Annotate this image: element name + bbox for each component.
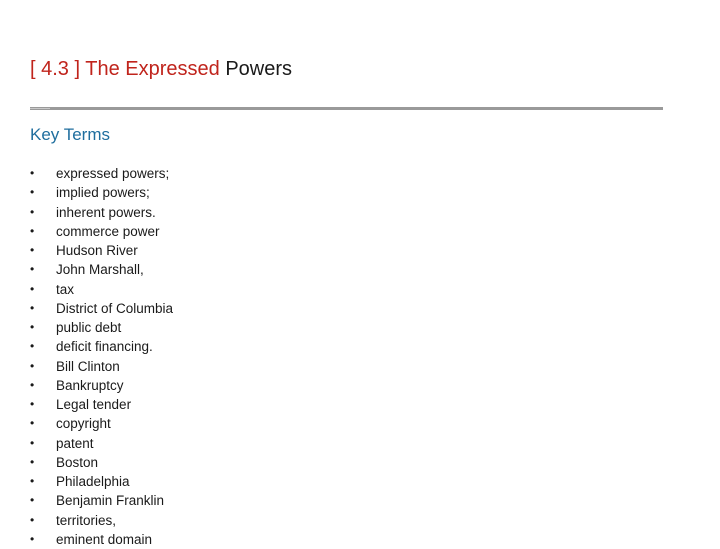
term-text: copyright bbox=[56, 416, 111, 432]
bullet-icon: • bbox=[30, 435, 35, 450]
bullet-icon: • bbox=[30, 397, 35, 411]
bullet-icon: • bbox=[30, 474, 35, 488]
bullet-icon: • bbox=[30, 531, 35, 546]
bullet-icon: • bbox=[30, 243, 35, 257]
title-divider bbox=[30, 107, 663, 110]
bullet-icon: • bbox=[30, 320, 35, 334]
term-text: tax bbox=[56, 281, 75, 297]
bullet-icon: • bbox=[30, 204, 35, 219]
bullet-icon: • bbox=[30, 377, 35, 392]
bullet-icon: • bbox=[30, 454, 35, 469]
term-text: Bankruptcy bbox=[56, 377, 124, 393]
bullet-icon: • bbox=[30, 300, 35, 315]
title-section-label: [ 4.3 ] The Expressed bbox=[30, 58, 220, 80]
term-text: inherent powers. bbox=[56, 204, 156, 220]
term-text: Benjamin Franklin bbox=[56, 493, 165, 509]
divider-accent bbox=[30, 108, 50, 109]
bullet-icon: • bbox=[30, 416, 35, 431]
term-text: District of Columbia bbox=[56, 300, 174, 316]
bullet-icon: • bbox=[30, 339, 35, 354]
term-text: eminent domain bbox=[56, 531, 153, 547]
term-text: John Marshall, bbox=[56, 262, 144, 278]
term-text: deficit financing. bbox=[56, 339, 153, 355]
term-text: commerce power bbox=[56, 223, 160, 239]
term-text: Bill Clinton bbox=[56, 358, 120, 374]
term-text: Boston bbox=[56, 454, 99, 470]
term-text: implied powers; bbox=[56, 185, 150, 201]
bullet-icon: • bbox=[30, 358, 35, 373]
slide-title bbox=[30, 57, 292, 81]
term-text: Hudson River bbox=[56, 243, 138, 258]
term-text: patent bbox=[56, 435, 94, 451]
term-text: Philadelphia bbox=[56, 474, 130, 489]
bullet-icon: • bbox=[30, 223, 35, 238]
bullet-icon: • bbox=[30, 281, 35, 296]
term-text: Legal tender bbox=[56, 397, 132, 412]
bullet-icon: • bbox=[30, 166, 35, 180]
bullet-icon: • bbox=[30, 262, 35, 277]
bullet-icon: • bbox=[30, 493, 35, 508]
section-heading: Key Terms bbox=[30, 125, 110, 144]
title-topic-label: Powers bbox=[225, 58, 293, 80]
term-text: expressed powers; bbox=[56, 166, 170, 181]
bullet-icon: • bbox=[30, 185, 35, 200]
term-text: public debt bbox=[56, 320, 122, 335]
term-text: territories, bbox=[56, 512, 117, 528]
bullet-icon: • bbox=[30, 512, 35, 527]
